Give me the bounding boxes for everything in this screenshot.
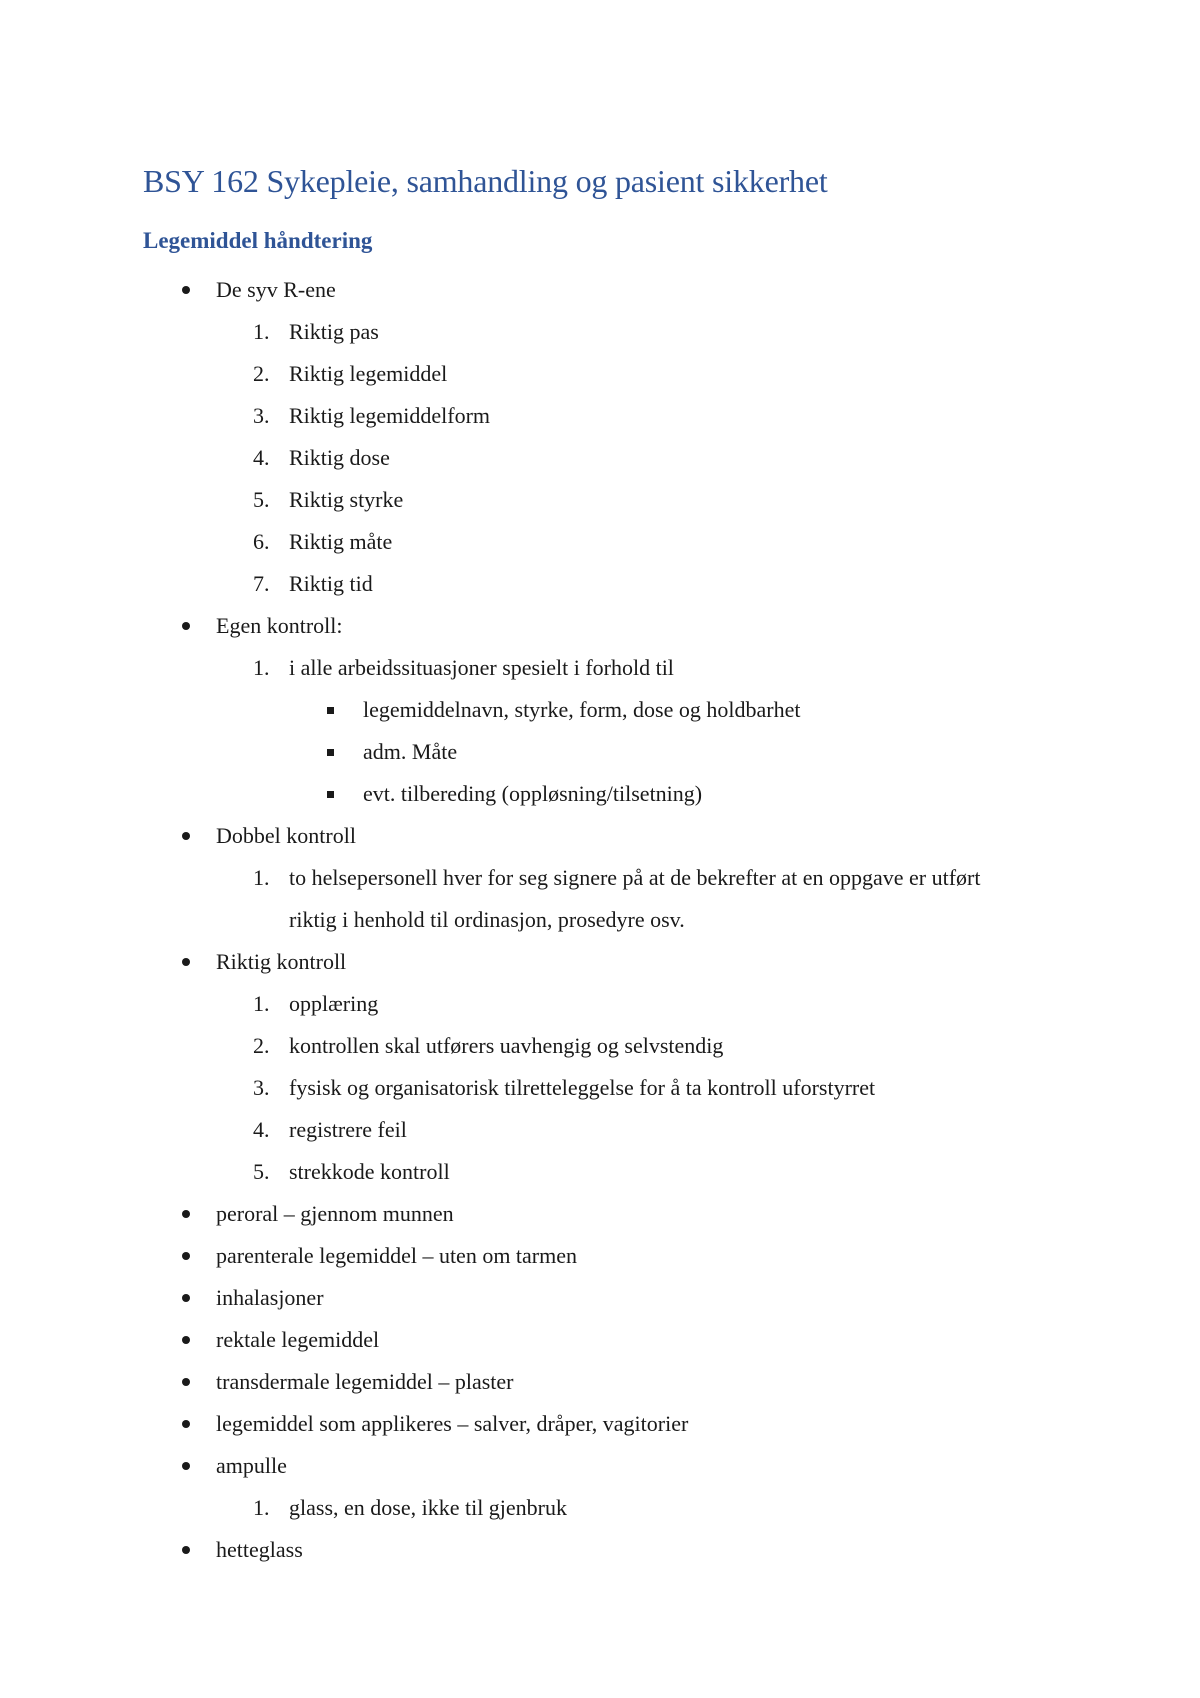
numbered-item	[0, 1067, 1200, 1109]
item-text: Riktig legemiddel	[289, 361, 448, 386]
item-number: 3.	[253, 1075, 270, 1100]
item-number: 7.	[253, 571, 270, 596]
sub-bullet-text: legemiddelnavn, styrke, form, dose og holdbarhet	[363, 697, 801, 722]
numbered-item	[0, 521, 1200, 563]
sub-bullet-item	[0, 731, 1200, 773]
item-text: Riktig legemiddelform	[289, 403, 491, 428]
bullet-item	[0, 1529, 1200, 1571]
bullet-item	[0, 815, 1200, 857]
bullet-text: Dobbel kontroll	[216, 823, 356, 848]
square-bullet-icon	[327, 689, 334, 731]
item-number: 5.	[253, 1159, 270, 1184]
sub-bullet-text: adm. Måte	[363, 739, 458, 764]
document-title: BSY 162 Sykepleie, samhandling og pasient sikkerhet	[143, 163, 828, 199]
bullet-item	[0, 1319, 1200, 1361]
item-text: Riktig måte	[289, 529, 393, 554]
bullet-item	[0, 269, 1200, 311]
item-number: 4.	[253, 445, 270, 470]
sub-bullet-text: evt. tilbereding (oppløsning/tilsetning)	[363, 781, 703, 806]
item-text: registrere feil	[289, 1117, 407, 1142]
item-number: 5.	[253, 487, 270, 512]
item-text: Riktig styrke	[289, 487, 404, 512]
item-text: i alle arbeidssituasjoner spesielt i forhold til	[289, 655, 674, 680]
item-text: kontrollen skal utførers uavhengig og selvstendig	[289, 1033, 724, 1058]
item-number: 6.	[253, 529, 270, 554]
bullet-text: ampulle	[216, 1453, 287, 1478]
sub-bullet-item	[0, 689, 1200, 731]
numbered-item	[0, 983, 1200, 1025]
bullet-icon	[182, 815, 190, 857]
bullet-text: hetteglass	[216, 1537, 303, 1562]
numbered-item	[0, 857, 1200, 899]
numbered-item	[0, 1109, 1200, 1151]
square-bullet-icon	[327, 731, 334, 773]
bullet-icon	[182, 1235, 190, 1277]
item-number: 1.	[253, 319, 270, 344]
bullet-icon	[182, 941, 190, 983]
item-text: Riktig dose	[289, 445, 390, 470]
bullet-text: legemiddel som applikeres – salver, dråper, vagitorier	[216, 1411, 689, 1436]
bullet-text: Riktig kontroll	[216, 949, 347, 974]
bullet-text: peroral – gjennom munnen	[216, 1201, 454, 1226]
document-body	[0, 269, 1200, 1571]
bullet-icon	[182, 1361, 190, 1403]
numbered-item	[0, 1025, 1200, 1067]
bullet-icon	[182, 269, 190, 311]
bullet-item	[0, 1445, 1200, 1487]
bullet-text: parenterale legemiddel – uten om tarmen	[216, 1243, 578, 1268]
item-number: 4.	[253, 1117, 270, 1142]
numbered-item	[0, 1487, 1200, 1529]
bullet-text: transdermale legemiddel – plaster	[216, 1369, 514, 1394]
numbered-item	[0, 437, 1200, 479]
item-text: Riktig pas	[289, 319, 379, 344]
item-text: to helsepersonell hver for seg signere på at de bekrefter at en oppgave er utført	[289, 865, 981, 890]
item-number: 1.	[253, 1495, 270, 1520]
item-number: 1.	[253, 655, 270, 680]
bullet-icon	[182, 605, 190, 647]
bullet-text: De syv R-ene	[216, 277, 336, 302]
item-text: riktig i henhold til ordinasjon, prosedyre osv.	[289, 907, 685, 932]
square-bullet-icon	[327, 773, 334, 815]
bullet-text: Egen kontroll:	[216, 613, 343, 638]
item-number: 3.	[253, 403, 270, 428]
bullet-item	[0, 1277, 1200, 1319]
bullet-item	[0, 1193, 1200, 1235]
item-number: 1.	[253, 991, 270, 1016]
bullet-icon	[182, 1319, 190, 1361]
item-text: Riktig tid	[289, 571, 373, 596]
bullet-item	[0, 1403, 1200, 1445]
bullet-item	[0, 1361, 1200, 1403]
numbered-item	[0, 563, 1200, 605]
item-number: 2.	[253, 1033, 270, 1058]
bullet-icon	[182, 1277, 190, 1319]
item-text: strekkode kontroll	[289, 1159, 450, 1184]
bullet-item	[0, 1235, 1200, 1277]
bullet-item	[0, 941, 1200, 983]
bullet-text: inhalasjoner	[216, 1285, 324, 1310]
item-number: 2.	[253, 361, 270, 386]
section-heading: Legemiddel håndtering	[143, 228, 373, 253]
bullet-icon	[182, 1403, 190, 1445]
item-number: 1.	[253, 865, 270, 890]
numbered-item	[0, 395, 1200, 437]
bullet-icon	[182, 1445, 190, 1487]
numbered-item	[0, 311, 1200, 353]
numbered-item-continuation	[0, 899, 1200, 941]
numbered-item	[0, 353, 1200, 395]
numbered-item	[0, 647, 1200, 689]
bullet-item	[0, 605, 1200, 647]
numbered-item	[0, 1151, 1200, 1193]
sub-bullet-item	[0, 773, 1200, 815]
item-text: opplæring	[289, 991, 379, 1016]
bullet-icon	[182, 1529, 190, 1571]
item-text: glass, en dose, ikke til gjenbruk	[289, 1495, 568, 1520]
bullet-text: rektale legemiddel	[216, 1327, 380, 1352]
numbered-item	[0, 479, 1200, 521]
item-text: fysisk og organisatorisk tilretteleggelse for å ta kontroll uforstyrret	[289, 1075, 876, 1100]
bullet-icon	[182, 1193, 190, 1235]
